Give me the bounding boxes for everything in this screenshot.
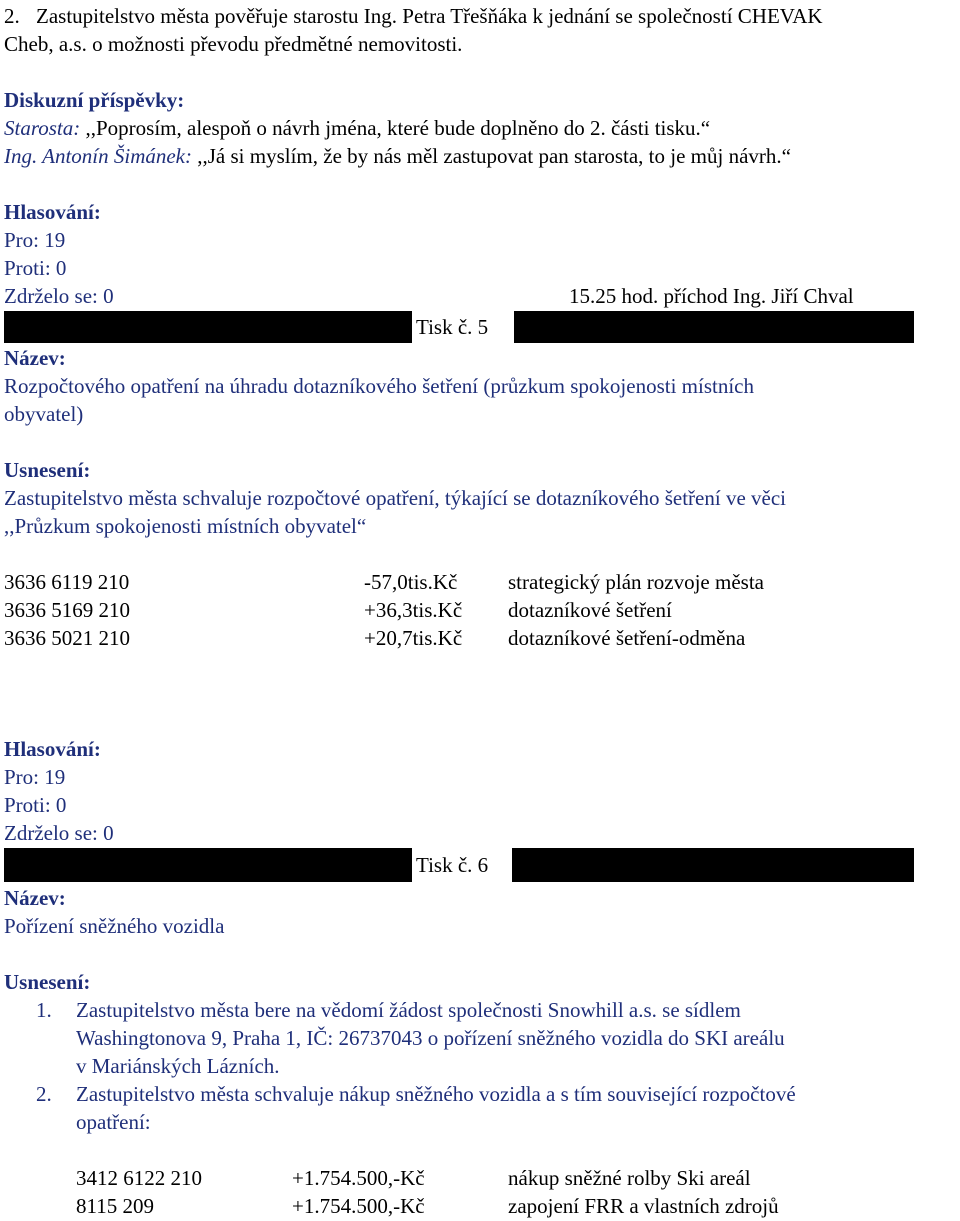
tisk-5-bar (4, 311, 914, 343)
resolution-item-line: Zastupitelstvo města schvaluje nákup sněžného vozidla a s tím související rozpočtové (76, 1082, 796, 1106)
vote-1-zdrzelo: Zdrželo se: 0 (4, 284, 114, 308)
budget-desc: zapojení FRR a vlastních zdrojů (508, 1194, 779, 1218)
budget-desc: dotazníkové šetření-odměna (508, 626, 746, 650)
tisk-6-name-heading: Název: (4, 886, 66, 910)
discussion-speaker: Starosta: (4, 116, 81, 140)
item-2-text-line1: Zastupitelstvo města pověřuje starostu Ing. Petra Třešňáka k jednání se společností CHEVAK (36, 4, 823, 28)
vote-2-pro: Pro: 19 (4, 765, 66, 789)
vote-1-heading: Hlasování: (4, 200, 101, 224)
budget-code: 3636 5169 210 (4, 598, 130, 622)
tisk-6-name-line1: Pořízení sněžného vozidla (4, 914, 225, 938)
tisk-6-resolution-heading: Usnesení: (4, 970, 91, 994)
tisk-5-resolution-line2: ,,Průzkum spokojenosti místních obyvatel“ (4, 514, 367, 538)
tisk-6-bar (4, 848, 914, 882)
item-2-number: 2. (4, 4, 20, 28)
tisk-5-name-line1: Rozpočtového opatření na úhradu dotazníkového šetření (průzkum spokojenosti místních (4, 374, 754, 398)
discussion-text: ,,Já si myslím, že by nás měl zastupovat pan starosta, to je můj návrh.“ (192, 144, 791, 168)
tisk-5-resolution-line1: Zastupitelstvo města schvaluje rozpočtové opatření, týkající se dotazníkového šetření ve věci (4, 486, 786, 510)
budget-code: 3636 5021 210 (4, 626, 130, 650)
budget-amount: -57,0tis.Kč (364, 570, 458, 594)
discussion-entry (4, 142, 791, 170)
tisk-5-label: Tisk č. 5 (416, 315, 489, 339)
resolution-item-line: v Mariánských Lázních. (76, 1054, 280, 1078)
discussion-text: ,,Poprosím, alespoň o návrh jména, které bude doplněno do 2. části tisku.“ (80, 116, 711, 140)
resolution-item-number: 1. (36, 998, 52, 1022)
discussion-entry (4, 114, 710, 142)
budget-code: 3412 6122 210 (76, 1166, 202, 1190)
item-2-text-line2: Cheb, a.s. o možnosti převodu předmětné nemovitosti. (4, 32, 463, 56)
arrival-note: 15.25 hod. příchod Ing. Jiří Chval (569, 284, 854, 308)
budget-desc: dotazníkové šetření (508, 598, 672, 622)
discussion-heading: Diskuzní příspěvky: (4, 88, 185, 112)
vote-1-proti: Proti: 0 (4, 256, 67, 280)
tisk-6-label: Tisk č. 6 (416, 853, 489, 877)
vote-2-zdrzelo: Zdrželo se: 0 (4, 821, 114, 845)
tisk-5-name-heading: Název: (4, 346, 66, 370)
budget-amount: +1.754.500,-Kč (292, 1166, 425, 1190)
resolution-item-number: 2. (36, 1082, 52, 1106)
budget-code: 8115 209 (76, 1194, 154, 1218)
budget-amount: +1.754.500,-Kč (292, 1194, 425, 1218)
budget-code: 3636 6119 210 (4, 570, 130, 594)
discussion-speaker: Ing. Antonín Šimánek: (4, 144, 192, 168)
tisk-5-name-line2: obyvatel) (4, 402, 84, 426)
budget-amount: +36,3tis.Kč (364, 598, 463, 622)
resolution-item-line: Zastupitelstvo města bere na vědomí žádost společnosti Snowhill a.s. se sídlem (76, 998, 741, 1022)
vote-1-pro: Pro: 19 (4, 228, 66, 252)
budget-amount: +20,7tis.Kč (364, 626, 463, 650)
budget-desc: strategický plán rozvoje města (508, 570, 764, 594)
budget-desc: nákup sněžné rolby Ski areál (508, 1166, 751, 1190)
vote-2-proti: Proti: 0 (4, 793, 67, 817)
resolution-item-line: Washingtonova 9, Praha 1, IČ: 26737043 o pořízení sněžného vozidla do SKI areálu (76, 1026, 785, 1050)
tisk-5-resolution-heading: Usnesení: (4, 458, 91, 482)
vote-2-heading: Hlasování: (4, 737, 101, 761)
resolution-item-line: opatření: (76, 1110, 151, 1134)
